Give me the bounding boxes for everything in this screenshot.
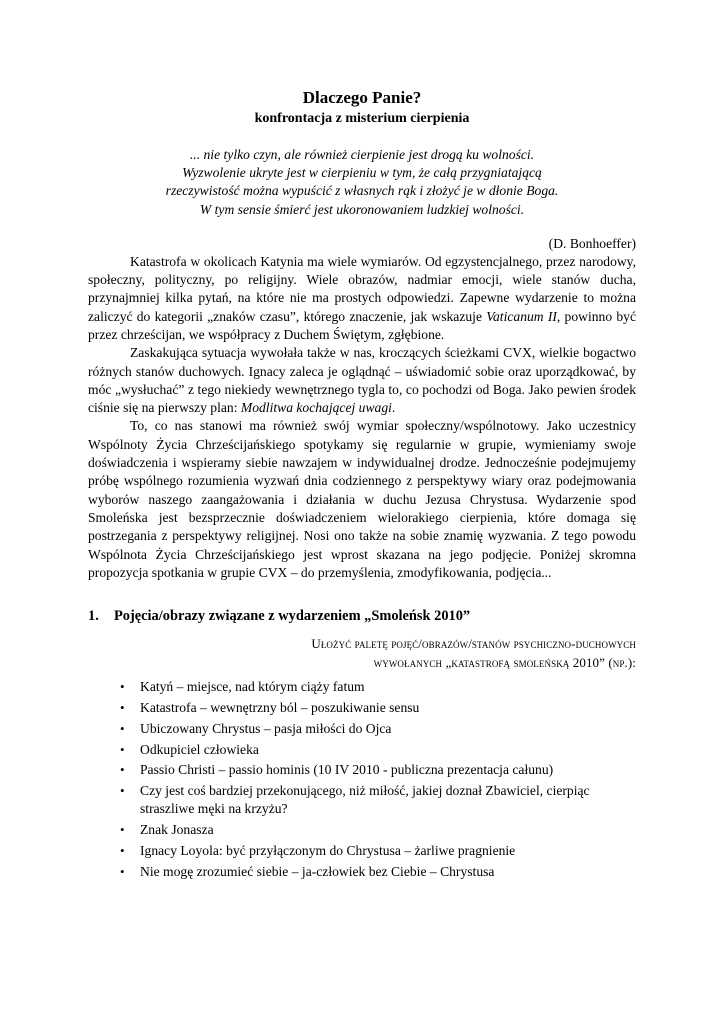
- list-item: [88, 741, 636, 759]
- section-heading-text: Pojęcia/obrazy związane z wydarzeniem „Smoleńsk 2010”: [114, 608, 471, 625]
- document-page: [88, 88, 636, 884]
- paragraph-text: .: [391, 400, 396, 416]
- motto-line: ... nie tylko czyn, ale również cierpienie jest drogą ku wolności.: [189, 147, 535, 162]
- bullet-icon: •: [120, 699, 125, 715]
- list-item-text: Katastrofa – wewnętrzny ból – poszukiwanie sensu: [140, 699, 420, 715]
- list-item-text: Czy jest coś bardziej przekonującego, niż miłość, jakiej doznał Zbawiciel, cierpiąc straszliwe męki na krzyżu?: [140, 783, 590, 817]
- bullet-icon: •: [120, 783, 125, 799]
- document-subtitle: konfrontacja z misterium cierpienia: [254, 111, 470, 126]
- instruction-line: Ułożyć paletę pojęć/obrazów/stanów psychiczno-duchowych: [311, 636, 636, 652]
- bullet-list: [88, 678, 636, 881]
- bullet-icon: •: [120, 679, 125, 695]
- paragraph-text: , powinno być przez chrześcijan, we współpracy z Duchem Świętym, zgłębione.: [88, 308, 636, 342]
- bullet-icon: •: [120, 720, 125, 736]
- list-item: [88, 678, 636, 696]
- list-item: [88, 782, 636, 818]
- body-paragraph: [88, 417, 636, 582]
- emphasis-text: Modlitwa kochającej uwagi: [240, 400, 392, 416]
- motto-attribution: (D. Bonhoeffer): [548, 235, 636, 251]
- emphasis-text: Vaticanum II: [486, 308, 557, 324]
- bullet-icon: •: [120, 863, 125, 879]
- bullet-icon: •: [120, 762, 125, 778]
- list-item-text: Ignacy Loyola: być przyłączonym do Chrystusa – żarliwe pragnienie: [140, 842, 516, 858]
- section-instruction: [88, 634, 636, 672]
- motto-line: Wyzwolenie ukryte jest w cierpieniu w tym, że całą przygniatającą: [182, 165, 542, 181]
- section-heading: [88, 606, 636, 626]
- document-title: Dlaczego Panie?: [302, 88, 422, 107]
- paragraph-text: Zaskakująca sytuacja wywołała także w nas, kroczących ścieżkami CVX, wielkie bogactwo różnych stanów duchowych. Ignacy zaleca je oglądnąć – uświadomić sobie oraz uporządkować, by móc „wysłuchać” z tego niekiedy wewnętrznego tygla to, co pochodzi od Boga. Jako pewien środek ciśnie się na pierwszy plan:: [88, 345, 636, 416]
- body-paragraph: [88, 253, 636, 344]
- body-paragraph: [88, 344, 636, 417]
- list-item: [88, 720, 636, 738]
- list-item-text: Ubiczowany Chrystus – pasja miłości do Ojca: [140, 720, 392, 736]
- paragraph-text: To, co nas stanowi ma również swój wymiar społeczny/wspólnotowy. Jako uczestnicy Wspólnoty Życia Chrześcijańskiego spotykamy się regularnie w grupie, wymieniamy swoje doświadczenia i wspieramy siebie nawzajem w indywidualnej drodze. Jednocześnie podejmujemy próbę wspólnego rozumienia wyzwań dnia codziennego z perspektywy wiary oraz podejmowania wyborów naszego zaangażowania i działania w duchu Jezusa Chrystusa. Wydarzenie spod Smoleńska jest bezsprzecznie doświadczeniem wielorakiego cierpienia, które domaga się postrzegania z perspektywy religijnej. Nosi ono także na sobie znamię wyzwania. Z tego powodu Wspólnota Życia Chrześcijańskiego jest wprost skazana na jego podjęcie. Poniżej skromna propozycja spotkania w grupie CVX – do przemyślenia, zmodyfikowania, podjęcia...: [88, 418, 636, 580]
- motto-line: rzeczywistość można wypuścić z własnych rąk i złożyć je w dłonie Boga.: [165, 183, 559, 199]
- bullet-icon: •: [120, 741, 125, 757]
- instruction-line: wywołanych „katastrofą smoleńską 2010” (np.):: [373, 655, 636, 671]
- list-item: [88, 863, 636, 881]
- list-item: [88, 821, 636, 839]
- section-number: 1.: [88, 608, 99, 625]
- list-item-text: Passio Christi – passio hominis (10 IV 2010 - publiczna prezentacja całunu): [140, 762, 554, 778]
- list-item: [88, 761, 636, 779]
- paragraph-text: Katastrofa w okolicach Katynia ma wiele wymiarów. Od egzystencjalnego, przez narodowy, społeczny, polityczny, po religijny. Wiele obrazów, nadmiar emocji, wiele stanów ducha, przynajmniej kilka pytań, na które nie ma prostych odpowiedzi. Zapewne wydarzenie to można zaliczyć do kategorii „znaków czasu”, którego znaczenie, jak wskazuje: [88, 253, 636, 324]
- list-item-text: Nie mogę zrozumieć siebie – ja-człowiek bez Ciebie – Chrystusa: [140, 863, 495, 879]
- motto-quote: [88, 146, 636, 219]
- list-item-text: Znak Jonasza: [140, 822, 214, 838]
- list-item-text: Odkupiciel człowieka: [140, 741, 259, 757]
- list-item: [88, 699, 636, 717]
- bullet-icon: •: [120, 842, 125, 858]
- bullet-icon: •: [120, 822, 125, 838]
- list-item: [88, 842, 636, 860]
- list-item-text: Katyń – miejsce, nad którym ciąży fatum: [140, 679, 365, 695]
- motto-line: W tym sensie śmierć jest ukoronowaniem ludzkiej wolności.: [199, 201, 525, 217]
